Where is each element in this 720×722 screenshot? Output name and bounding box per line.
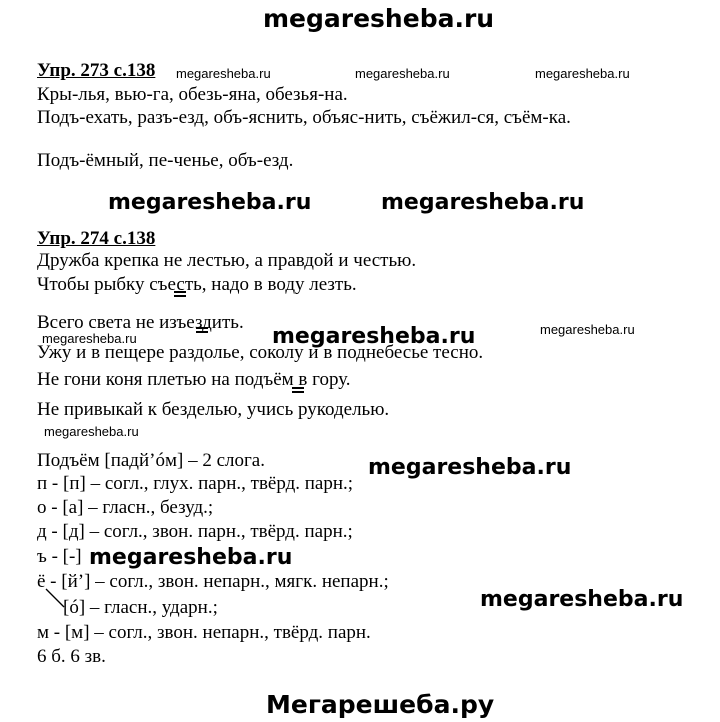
exercise-274-line: Не привыкай к безделью, учись рукоделью. bbox=[37, 399, 390, 420]
site-title: megaresheba.ru bbox=[263, 4, 495, 33]
analysis-line: 6 б. 6 зв. bbox=[37, 646, 106, 667]
analysis-line: Подъём [падй’óм] – 2 слога. bbox=[37, 450, 265, 471]
analysis-line: д - [д] – согл., звон. парн., твёрд. парн.; bbox=[37, 521, 353, 542]
analysis-line: п - [п] – согл., глух. парн., твёрд. парн.; bbox=[37, 473, 354, 494]
exercise-273-line: Подъ-ёмный, пе-ченье, объ-езд. bbox=[37, 150, 294, 171]
watermark: megaresheba.ru bbox=[535, 66, 630, 81]
letter-sound-link-line bbox=[40, 585, 80, 625]
separating-sign-mark bbox=[196, 327, 208, 333]
watermark: megaresheba.ru bbox=[42, 331, 137, 346]
exercise-274-line: Дружба крепка не лестью, а правдой и честью. bbox=[37, 250, 417, 271]
watermark: megaresheba.ru bbox=[272, 324, 476, 349]
analysis-line: ё - [й’] – согл., звон. непарн., мягк. непарн.; bbox=[37, 571, 389, 592]
separating-sign-mark bbox=[292, 387, 304, 393]
watermark: megaresheba.ru bbox=[480, 587, 684, 612]
exercise-274-line: Ужу и в пещере раздолье, соколу и в поднебесье тесно. bbox=[37, 342, 484, 363]
analysis-line: о - [а] – гласн., безуд.; bbox=[37, 497, 214, 518]
exercise-274-line: Чтобы рыбку съесть, надо в воду лезть. bbox=[37, 274, 357, 295]
exercise-274-line: Всего света не изъездить. bbox=[37, 312, 244, 333]
exercise-273-heading: Упр. 273 с.138 bbox=[37, 60, 156, 81]
watermark: megaresheba.ru bbox=[355, 66, 450, 81]
watermark: megaresheba.ru bbox=[368, 455, 572, 480]
watermark: megaresheba.ru bbox=[176, 66, 271, 81]
footer-title: Мегарешеба.ру bbox=[266, 690, 495, 719]
exercise-273-line: Подъ-ехать, разъ-езд, объ-яснить, объяс-нить, съёжил-ся, съём-ка. bbox=[37, 107, 571, 128]
analysis-line: м - [м] – согл., звон. непарн., твёрд. парн. bbox=[37, 622, 371, 643]
watermark: megaresheba.ru bbox=[381, 190, 585, 215]
separating-sign-mark bbox=[174, 291, 186, 297]
exercise-274-line: Не гони коня плетью на подъём в гору. bbox=[37, 369, 351, 390]
watermark: megaresheba.ru bbox=[540, 322, 635, 337]
exercise-273-line: Кры-лья, вью-га, обезь-яна, обезья-на. bbox=[37, 84, 348, 105]
analysis-line: [ó] – гласн., ударн.; bbox=[63, 597, 218, 618]
analysis-line: ъ - [-] bbox=[37, 546, 82, 567]
exercise-274-heading: Упр. 274 с.138 bbox=[37, 228, 156, 249]
watermark: megaresheba.ru bbox=[89, 545, 293, 570]
watermark: megaresheba.ru bbox=[44, 424, 139, 439]
watermark: megaresheba.ru bbox=[108, 190, 312, 215]
